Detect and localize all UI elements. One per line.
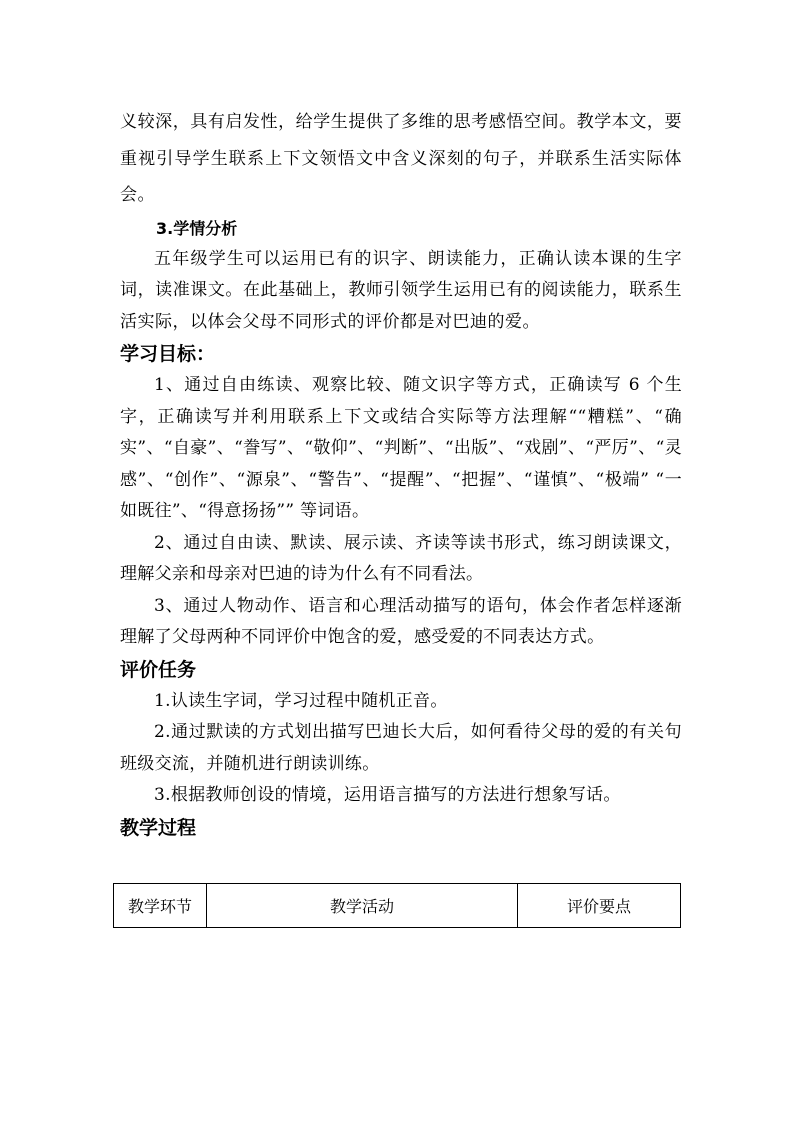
evaluation-heading: 评价任务	[120, 658, 197, 681]
process-heading: 教学过程	[120, 816, 197, 839]
teaching-process-table	[113, 883, 681, 928]
evaluation-item-3: 3.根据教师创设的情境，运用语言描写的方法进行想象写话。	[154, 785, 621, 805]
learner-analysis-heading: 3.学情分析	[156, 218, 238, 238]
evaluation-item-1: 1.认读生字词，学习过程中随机正音。	[154, 690, 448, 711]
table-header-stage: 教学环节	[114, 884, 207, 928]
objectives-heading: 学习目标：	[120, 343, 216, 365]
objective-item-1: 1、通过自由练读、观察比较、随文识字等方式，正确读写 6 个生字，正确读写并利用联系上下文或结合实际等方法理解““糟糕”、“确实”、“自豪”、“誊写”、“敬仰”、“判断”、“出版”、“戏剧”、“严厉”、“灵感”、“创作”、“源泉”、“警告”、“提醒”、“把握”、“谨慎”、“极端” “一如既往”、“得意扬扬”” 等词语。	[120, 375, 682, 521]
document-page	[120, 104, 682, 844]
table-header-row	[114, 884, 681, 928]
objective-item-3: 3、通过人物动作、语言和心理活动描写的语句，体会作者怎样逐渐理解了父母两种不同评价中饱含的爱，感受爱的不同表达方式。	[120, 595, 682, 647]
learner-analysis-paragraph: 五年级学生可以运用已有的识字、朗读能力，正确认读本课的生字词，读准课文。在此基础上，教师引领学生运用已有的阅读能力，联系生活实际，以体会父母不同形式的评价都是对巴迪的爱。	[120, 248, 682, 332]
table-header-activity: 教学活动	[207, 884, 518, 928]
evaluation-item-2: 2.通过默读的方式划出描写巴迪长大后，如何看待父母的爱的有关句班级交流，并随机进行朗读训练。	[120, 722, 682, 774]
objective-item-2: 2、通过自由读、默读、展示读、齐读等读书形式，练习朗读课文，理解父亲和母亲对巴迪的诗为什么有不同看法。	[120, 532, 682, 584]
table-header-evaluation-points: 评价要点	[518, 884, 681, 928]
intro-paragraph: 义较深，具有启发性，给学生提供了多维的思考感悟空间。教学本文，要重视引导学生联系上下文领悟文中含义深刻的句子，并联系生活实际体会。	[120, 112, 682, 205]
